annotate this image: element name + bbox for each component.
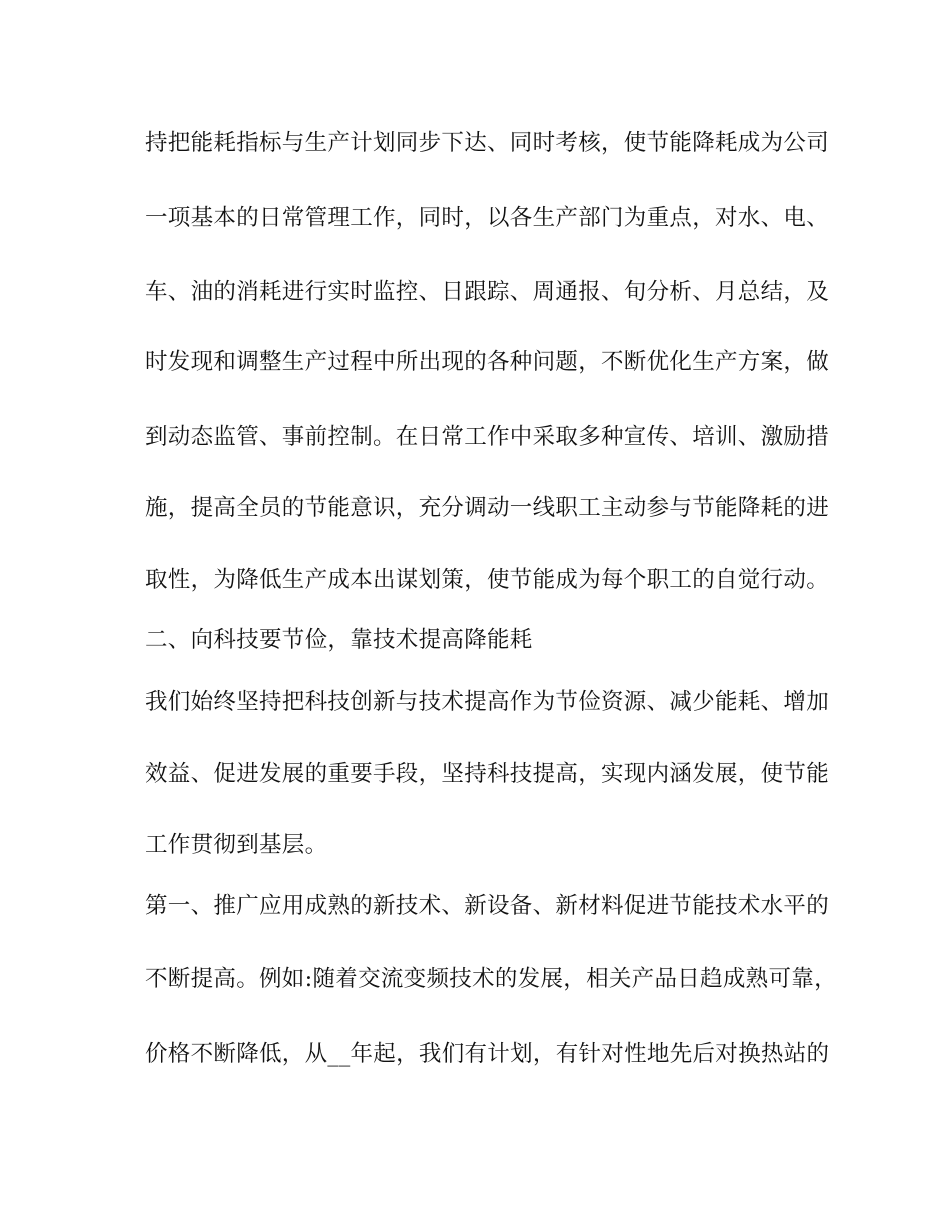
paragraph-line: 到动态监管、事前控制。在日常工作中采取多种宣传、培训、激励措 — [145, 424, 830, 450]
paragraph-line: 效益、促进发展的重要手段，坚持科技提高，实现内涵发展，使节能 — [145, 761, 830, 787]
paragraph-line: 持把能耗指标与生产计划同步下达、同时考核，使节能降耗成为公司 — [145, 130, 830, 156]
paragraph-line: 工作贯彻到基层。 — [145, 832, 328, 858]
section-heading: 二、向科技要节俭，靠技术提高降能耗 — [145, 627, 533, 653]
paragraph-line: 我们始终坚持把科技创新与技术提高作为节俭资源、减少能耗、增加 — [145, 689, 830, 715]
paragraph-line: 第一、推广应用成熟的新技术、新设备、新材料促进节能技术水平的 — [145, 893, 830, 919]
paragraph-line: 取性，为降低生产成本出谋划策，使节能成为每个职工的自觉行动。 — [145, 567, 830, 593]
paragraph-line: 车、油的消耗进行实时监控、日跟踪、周通报、旬分析、月总结，及 — [145, 279, 830, 305]
paragraph-line: 时发现和调整生产过程中所出现的各种问题，不断优化生产方案，做 — [145, 349, 830, 375]
paragraph-line: 价格不断降低，从__年起，我们有计划，有针对性地先后对换热站的 — [145, 1041, 830, 1067]
paragraph-line: 不断提高。例如:随着交流变频技术的发展，相关产品日趋成熟可靠， — [145, 966, 837, 992]
paragraph-line: 一项基本的日常管理工作，同时，以各生产部门为重点，对水、电、 — [145, 205, 830, 231]
paragraph-line: 施，提高全员的节能意识，充分调动一线职工主动参与节能降耗的进 — [145, 495, 830, 521]
